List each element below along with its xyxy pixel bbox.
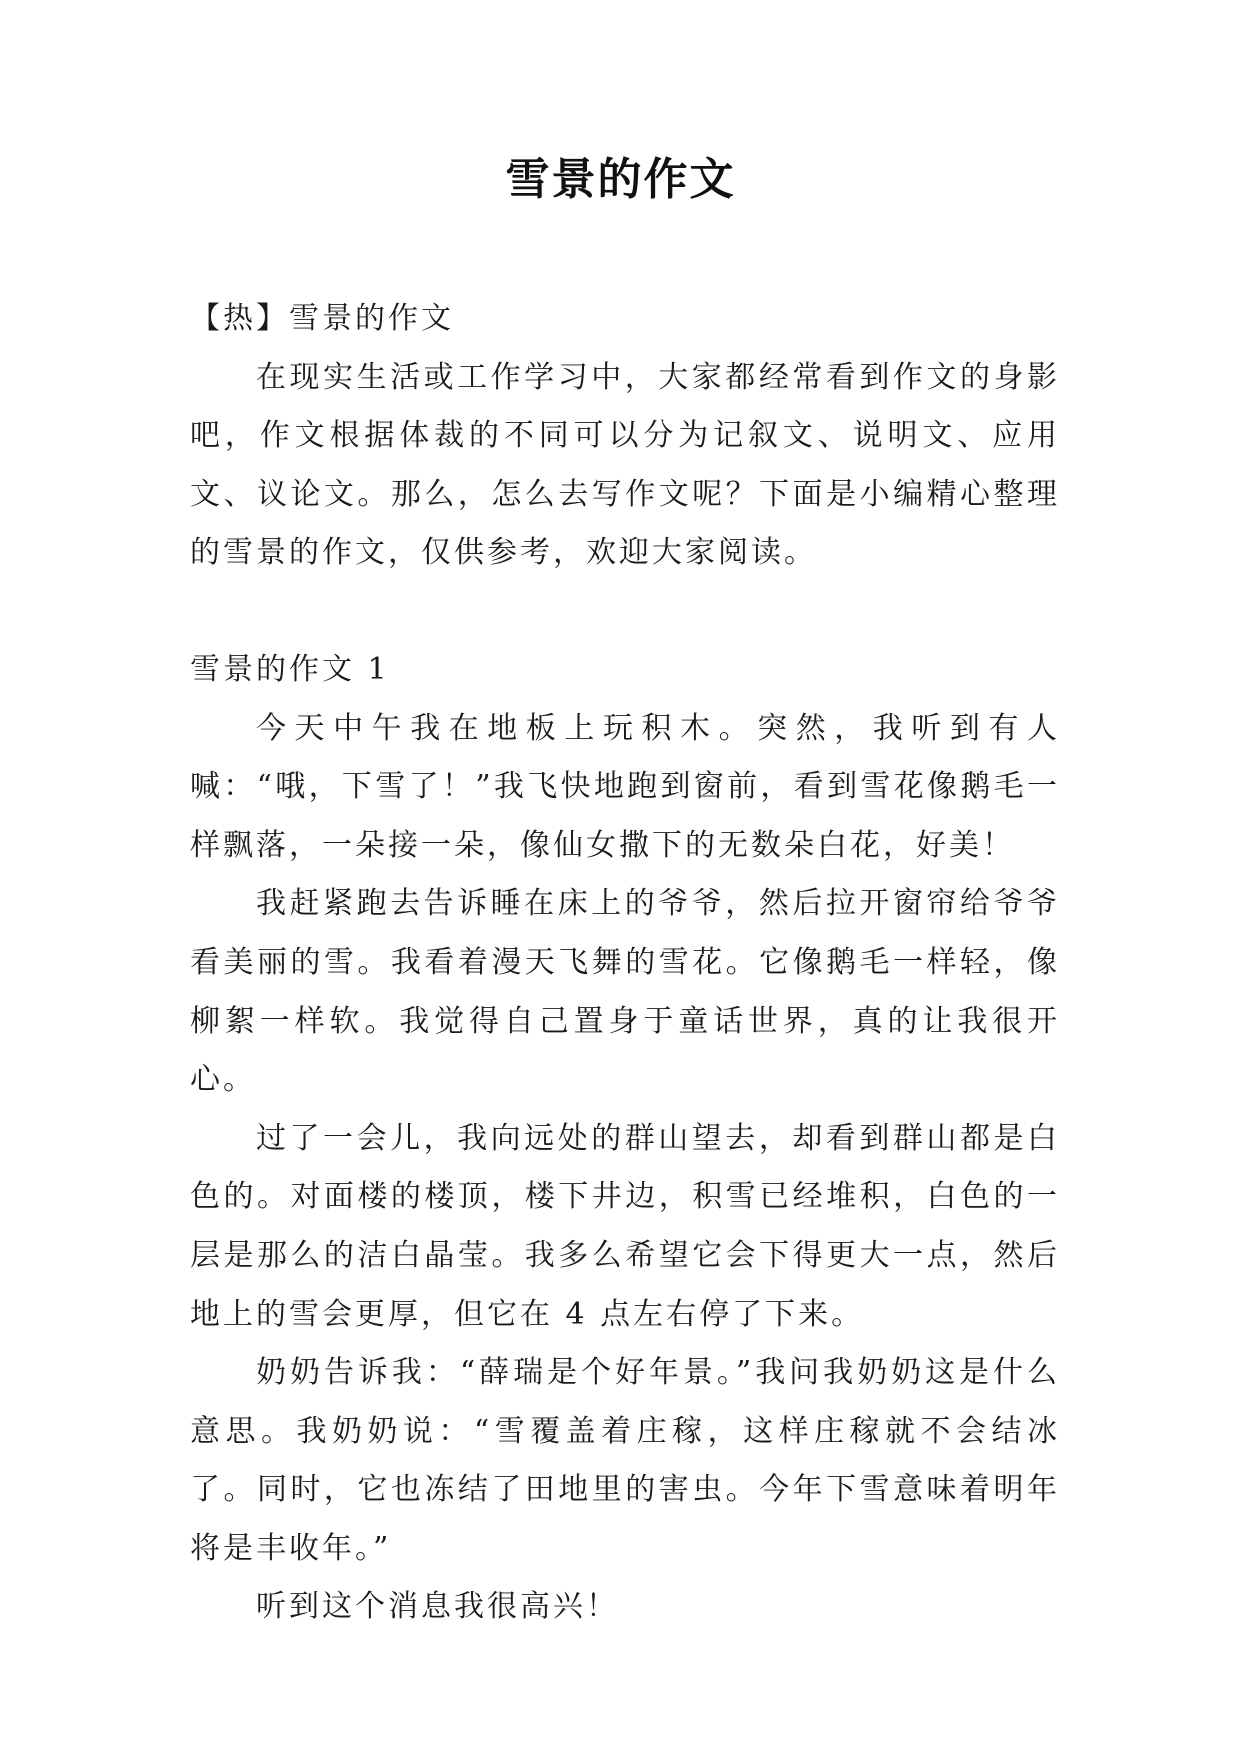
document-heading: 【热】雪景的作文 bbox=[190, 301, 454, 336]
document-title: 雪景的作文 bbox=[505, 154, 736, 205]
essay-paragraph: 听到这个消息我很高兴！ bbox=[256, 1589, 619, 1625]
essay-paragraph: 我赶紧跑去告诉睡在床上的爷爷，然后拉开窗帘给爷爷看美丽的雪。我看着漫天飞舞的雪花。它像鹅毛一样轻，像柳絮一样软。我觉得自己置身于童话世界，真的让我很开心。 bbox=[190, 886, 1060, 1098]
essay-paragraph: 过了一会儿，我向远处的群山望去，却看到群山都是白色的。对面楼的楼顶，楼下井边，积雪已经堆积，白色的一层是那么的洁白晶莹。我多么希望它会下得更大一点，然后地上的雪会更厚，但它在 4 点左右停了下来。 bbox=[190, 1120, 1060, 1332]
intro-paragraph: 在现实生活或工作学习中，大家都经常看到作文的身影吧，作文根据体裁的不同可以分为记叙文、说明文、应用文、议论文。那么，怎么去写作文呢？下面是小编精心整理的雪景的作文，仅供参考，欢迎大家阅读。 bbox=[190, 359, 1060, 571]
document-body bbox=[190, 290, 1060, 1637]
section-label: 雪景的作文 1 bbox=[190, 651, 390, 687]
essay-paragraph: 今天中午我在地板上玩积木。突然，我听到有人喊：“哦，下雪了！”我飞快地跑到窗前，看到雪花像鹅毛一样飘落，一朵接一朵，像仙女撒下的无数朵白花，好美！ bbox=[190, 710, 1060, 863]
essay-paragraph: 奶奶告诉我：“薛瑞是个好年景。”我问我奶奶这是什么意思。我奶奶说：“雪覆盖着庄稼，这样庄稼就不会结冰了。同时，它也冻结了田地里的害虫。今年下雪意味着明年将是丰收年。” bbox=[190, 1355, 1060, 1566]
section-spacer bbox=[190, 583, 1060, 641]
